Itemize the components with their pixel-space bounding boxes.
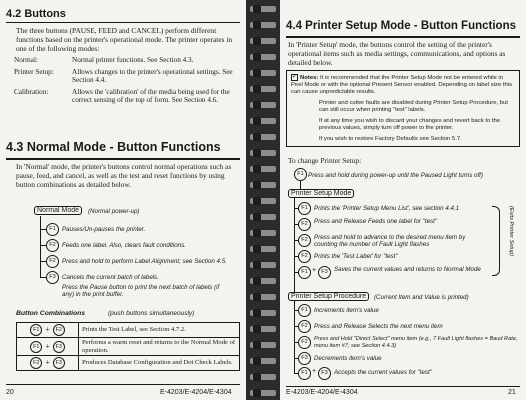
flow-line <box>294 301 295 373</box>
step-text: Feeds one label. Also, clears fault conditions. <box>62 242 186 249</box>
f1-key-icon: F1 <box>46 223 59 236</box>
combo-desc: Performs a warm reset and returns to the Normal Mode of operation. <box>79 338 240 356</box>
section-rule <box>6 22 240 23</box>
procedure-note: (Current Item and Value is printed) <box>374 294 469 301</box>
spiral-binding <box>246 0 280 400</box>
f3-key-icon: F3 <box>318 266 331 279</box>
key-icon: F2 <box>30 357 42 369</box>
step-text: Cancels the current batch of labels. <box>62 274 159 281</box>
f2-key-icon: F2 <box>46 255 59 268</box>
doc-id: E-4203/E-4204/E-4304 <box>286 389 358 396</box>
doc-id: E-4203/E-4204/E-4304 <box>160 389 232 396</box>
footer-rule <box>286 386 520 387</box>
step-text: Pauses/Un-pauses the printer. <box>62 226 146 233</box>
f1-key-icon: F1 <box>298 304 311 317</box>
flow-line <box>40 216 41 278</box>
buttons-intro: The three buttons (PAUSE, FEED and CANCEL) perform different functions based on the printer's operational mode. The printer operates in one of the following modes: <box>16 26 233 53</box>
setup-intro: In 'Printer Setup' mode, the buttons control the setting of the printer's operational items such as media settings, communications, and options as detailed below. <box>288 40 506 67</box>
key-icon: F3 <box>53 341 65 353</box>
note-text: If at any time you wish to discard your changes and revert back to the previous values, simply turn off power to the printer. <box>319 118 501 132</box>
mode-row <box>14 68 242 85</box>
mode-desc: Normal printer functions. See Section 4.3. <box>72 56 194 64</box>
setup-step-text: Press and hold to advance to the desired menu item by counting the number of Fault Light flashes <box>314 234 466 248</box>
f3-subnote: Press the Pause button to print the next batch of labels (if any) in the print buffer. <box>62 284 220 298</box>
f2-key-icon: F2 <box>298 250 311 263</box>
f2-key-icon: F2 <box>298 234 311 247</box>
button-combinations-table <box>16 322 240 371</box>
plus-sign: + <box>312 267 317 274</box>
setup-step-text: Press and Release Feeds one label for "test" <box>314 218 438 225</box>
notes-label: Notes: <box>300 75 319 82</box>
table-row <box>17 338 240 356</box>
table-row <box>17 323 240 338</box>
section-rule <box>286 36 520 38</box>
mode-term: Calibration: <box>14 87 49 96</box>
procedure-step-text: Decrements item's value <box>314 355 382 362</box>
f3-key-icon: F3 <box>298 352 311 365</box>
section-4-2-title: 4.2 Buttons <box>6 8 66 20</box>
key-icon: F3 <box>53 357 65 369</box>
key-icon: F1 <box>30 341 42 353</box>
flow-line <box>300 181 301 189</box>
key-icon: F2 <box>53 324 65 336</box>
flow-line <box>294 198 295 278</box>
normal-mode-box: Normal Mode <box>34 206 82 215</box>
mode-term: Printer Setup: <box>14 67 54 76</box>
section-4-3-title: 4.3 Normal Mode - Button Functions <box>6 140 221 154</box>
f2-key-icon: F2 <box>298 336 311 349</box>
section-4-4-title: 4.4 Printer Setup Mode - Button Functions <box>286 20 516 32</box>
procedure-step-text: Increments item's value <box>314 307 379 314</box>
f1-key-icon: F1 <box>298 202 311 215</box>
step-text: Press and hold to perform Label Alignment; see Section 4.5. <box>62 258 227 265</box>
note-text: Printer and cutter faults are disabled during Printer Setup Procedure, but can still occur when printing "test" labels. <box>319 100 508 114</box>
checkbox-icon: ✓ <box>292 74 298 80</box>
table-row <box>17 356 240 371</box>
mode-row <box>14 56 242 65</box>
to-change-label: To change Printer Setup: <box>288 156 362 165</box>
combo-keys: F2 + F3 <box>17 356 79 371</box>
note-text: It is recommended that the Printer Setup Mode not be entered while in Peel Mode or with the optional Present Sensor enabled. Depending on label size this can cause unpredictable results. <box>291 75 513 96</box>
left-page <box>0 0 246 400</box>
procedure-step-text: Accepts the current values for "test" <box>334 369 432 376</box>
f1-key-icon: F1 <box>294 168 307 181</box>
mode-row <box>14 88 242 105</box>
mode-desc: Allows the 'calibration' of the media being used for the correct sensing of the top of form. See Section 4.6. <box>72 87 230 104</box>
printer-setup-procedure-box: Printer Setup Procedure <box>288 292 369 301</box>
mode-term: Normal: <box>14 56 38 64</box>
f1-key-icon: F1 <box>298 367 311 380</box>
combo-keys: F1 + F2 <box>17 323 79 338</box>
f2-key-icon: F2 <box>46 239 59 252</box>
flow-line <box>294 278 295 292</box>
normal-mode-note: (Normal power-up) <box>88 208 140 215</box>
combo-heading: Button Combinations <box>16 310 86 317</box>
page-number: 21 <box>508 389 516 396</box>
f3-key-icon: F3 <box>318 367 331 380</box>
section-rule <box>6 158 240 160</box>
key-icon: F1 <box>30 324 42 336</box>
exit-side-label: (Exits Printer Setup) <box>508 206 514 257</box>
combo-desc: Produces Database Configuration and Dot Check Labels. <box>79 356 240 371</box>
f2-key-icon: F2 <box>298 320 311 333</box>
f2-key-icon: F2 <box>298 218 311 231</box>
right-page <box>280 0 526 400</box>
section-4-3-intro: In 'Normal' mode, the printer's buttons control normal operations such as pause, feed, and cancel, as well as the test and reset functions by using button combinations as detailed below. <box>16 162 232 189</box>
setup-step-text: Prints the 'Printer Setup Menu List', see section 4.4.1 <box>314 205 460 212</box>
setup-step-text: Prints the 'Test Label' for "test" <box>314 253 398 260</box>
f3-key-icon: F3 <box>46 271 59 284</box>
footer-rule <box>6 384 240 385</box>
page-number: 20 <box>6 389 14 396</box>
mode-desc: Allows changes to the printer's operational settings. See Section 4.4. <box>72 67 233 84</box>
combo-desc: Prints the Test Label, see Section 4.7.2. <box>79 323 240 338</box>
exit-brace <box>492 206 500 276</box>
combo-subheading: (push buttons simultaneously) <box>108 310 195 317</box>
power-up-instruction: Press and hold during power-up until the Paused Light turns off) <box>308 172 483 179</box>
procedure-step-text: Press and Hold "Direct Select" menu item (e.g., 7 Fault Light flashes = Baud Rate, menu item #7; see Section 4.4.3) <box>314 336 518 349</box>
plus-sign: + <box>312 368 317 375</box>
modes-list <box>14 56 242 108</box>
procedure-step-text: Press and Release Selects the next menu item <box>314 323 443 330</box>
printer-setup-mode-box: Printer Setup Mode <box>288 189 354 198</box>
f1-key-icon: F1 <box>298 266 311 279</box>
note-text: If you wish to restore Factory Defaults see Section 5.7. <box>319 136 462 143</box>
notes-box <box>286 70 520 147</box>
combo-keys: F1 + F3 <box>17 338 79 356</box>
setup-step-text: Saves the current values and returns to Normal Mode <box>334 266 481 273</box>
